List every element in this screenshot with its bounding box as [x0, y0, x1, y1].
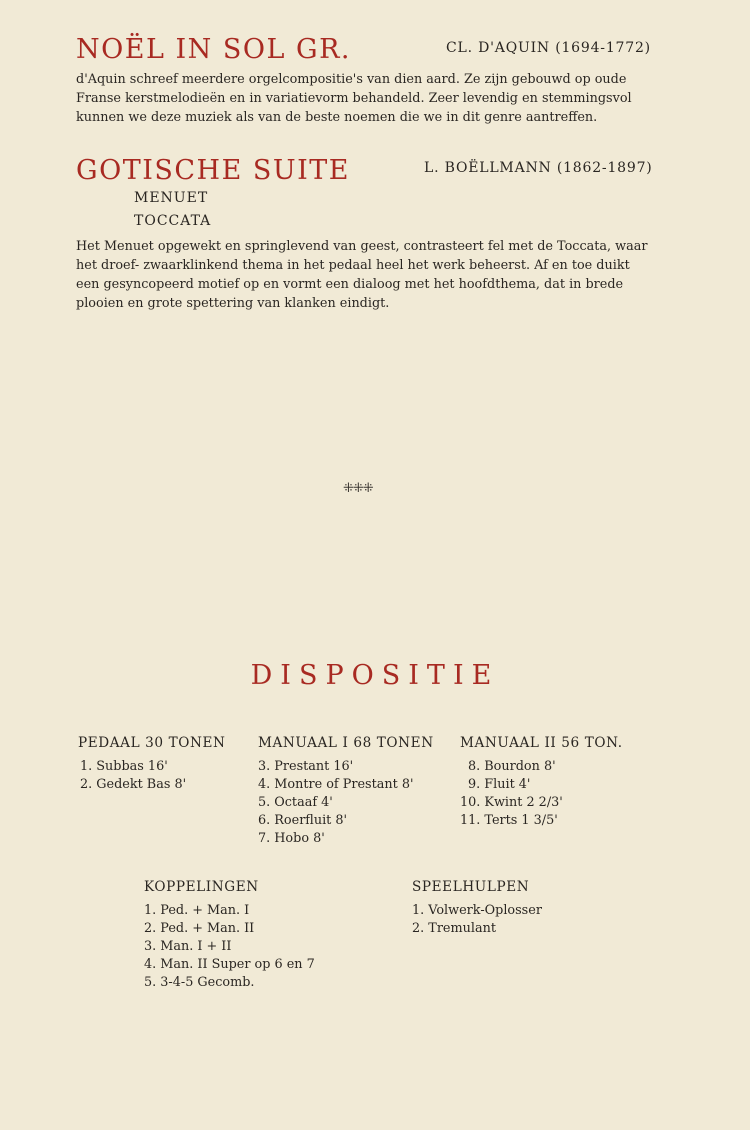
koppelingen-list [144, 902, 315, 992]
ornament-divider: ⁜⁜⁜ [343, 481, 373, 496]
composer-boellmann: L. BOËLLMANN (1862-1897) [424, 160, 653, 176]
manuaal2-heading: MANUAAL II 56 TON. [460, 735, 623, 751]
coupler-item: 3. Man. I + II [144, 939, 232, 954]
speelhulpen-list [412, 902, 542, 938]
manuaal2-stops-list [460, 758, 563, 830]
coupler-item: 4. Man. II Super op 6 en 7 [144, 957, 315, 972]
aid-item: 1. Volwerk-Oplosser [412, 903, 542, 918]
stop-item: 4. Montre of Prestant 8' [258, 777, 414, 792]
coupler-item: 5. 3-4-5 Gecomb. [144, 975, 255, 990]
piece-description-gotische-suite [76, 237, 648, 313]
description-line: Franse kerstmelodieën en in variatievorm behandeld. Zeer levendig en stemmingsvol [76, 91, 632, 106]
stop-item: 9. Fluit 4' [468, 777, 531, 792]
manuaal1-heading: MANUAAL I 68 TONEN [258, 735, 434, 751]
stop-item: 11. Terts 1 3/5' [460, 813, 558, 828]
manuaal1-stops-list [258, 758, 414, 848]
koppelingen-heading: KOPPELINGEN [144, 879, 259, 895]
stop-item: 7. Hobo 8' [258, 831, 325, 846]
coupler-item: 2. Ped. + Man. II [144, 921, 255, 936]
piece-description-noel [76, 70, 636, 127]
speelhulpen-heading: SPEELHULPEN [412, 879, 530, 895]
description-line: Het Menuet opgewekt en springlevend van geest, contrasteert fel met de Toccata, waar [76, 239, 648, 254]
description-line: d'Aquin schreef meerdere orgelcompositie's van dien aard. Ze zijn gebouwd op oude [76, 72, 627, 87]
aid-item: 2. Tremulant [412, 921, 496, 936]
piece-title-noel: NOËL IN SOL GR. [76, 34, 351, 65]
description-line: plooien en grote spettering van klanken eindigt. [76, 296, 390, 311]
coupler-item: 1. Ped. + Man. I [144, 903, 250, 918]
stop-item: 6. Roerfluit 8' [258, 813, 348, 828]
stop-item: 2. Gedekt Bas 8' [80, 777, 187, 792]
dispositie-title: DISPOSITIE [250, 660, 500, 691]
composer-daquin: CL. D'AQUIN (1694-1772) [446, 40, 651, 56]
movement-toccata: TOCCATA [134, 213, 212, 229]
description-line: het droef- zwaarklinkend thema in het pedaal heel het werk beheerst. Af en toe duikt [76, 258, 630, 273]
stop-item: 5. Octaaf 4' [258, 795, 333, 810]
pedaal-heading: PEDAAL 30 TONEN [78, 735, 226, 751]
stop-item: 1. Subbas 16' [80, 759, 168, 774]
stop-item: 10. Kwint 2 2/3' [460, 795, 563, 810]
pedaal-stops-list [80, 758, 186, 794]
description-line: kunnen we deze muziek als van de beste noemen die we in dit genre aantreffen. [76, 110, 598, 125]
piece-title-gotische-suite: GOTISCHE SUITE [76, 155, 351, 186]
stop-item: 8. Bourdon 8' [468, 759, 556, 774]
stop-item: 3. Prestant 16' [258, 759, 354, 774]
description-line: een gesyncopeerd motief op en vormt een dialoog met het hoofdthema, dat in brede [76, 277, 624, 292]
movement-menuet: MENUET [134, 190, 209, 206]
